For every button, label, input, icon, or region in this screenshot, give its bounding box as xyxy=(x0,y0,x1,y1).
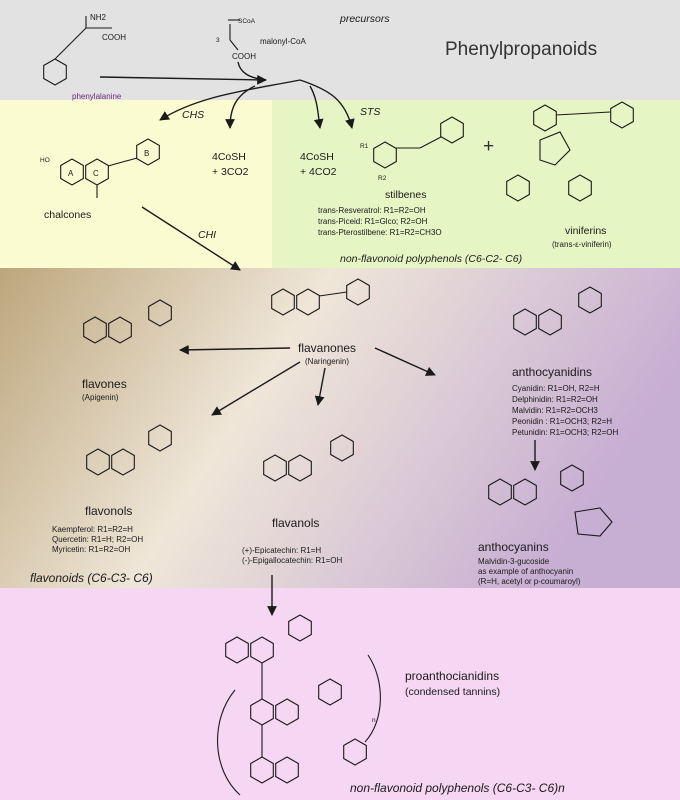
precursors-label: precursors xyxy=(340,13,390,25)
sts-enzyme: STS xyxy=(360,106,381,118)
flavanones-subtitle: (Naringenin) xyxy=(305,357,350,366)
anthocyanins-label: anthocyanins xyxy=(478,540,549,554)
ring-b-label: B xyxy=(144,149,150,158)
chs-byproduct-2: + 3CO2 xyxy=(212,166,249,178)
proanthocyanidins-label: proanthocianidins xyxy=(405,669,500,683)
chs-byproduct-1: 4CoSH xyxy=(212,151,246,163)
scoa-label: SCoA xyxy=(238,18,255,25)
chs-enzyme: CHS xyxy=(182,109,205,121)
flavonol-example-3: Myricetin: R1=R2=OH xyxy=(52,545,131,554)
phe-cooh-label: COOH xyxy=(102,33,126,42)
stilbene-example-1: trans-Resveratrol: R1=R2=OH xyxy=(318,206,426,215)
flavanol-example-2: (-)-Epigallocatechin: R1=OH xyxy=(242,556,343,565)
tannin-band xyxy=(0,588,680,800)
anthocyanidin-example-5: Petunidin: R1=OCH3; R2=OH xyxy=(512,428,619,437)
flavones-label: flavones xyxy=(82,377,127,391)
sts-byproduct-1: 4CoSH xyxy=(300,151,334,163)
flavonol-example-2: Quercetin: R1=H; R2=OH xyxy=(52,535,144,544)
anthocyanidins-label: anthocyanidins xyxy=(512,365,593,379)
stilbene-example-2: trans-Piceid: R1=Glco; R2=OH xyxy=(318,217,428,226)
flavanols-label: flavanols xyxy=(272,516,320,530)
stilbene-example-3: trans-Pterostilbene: R1=R2=CH3O xyxy=(318,228,442,237)
condensed-tannins-label: (condensed tannins) xyxy=(405,686,501,698)
anthocyanin-note-2: as example of anthocyanin xyxy=(478,567,574,576)
sts-byproduct-2: + 4CO2 xyxy=(300,166,337,178)
stilbenes-label: stilbenes xyxy=(385,189,427,201)
nh2-label: NH2 xyxy=(90,13,107,22)
diagram-title: Phenylpropanoids xyxy=(445,39,598,60)
viniferins-label: viniferins xyxy=(565,225,607,237)
flavanol-example-1: (+)-Epicatechin: R1=H xyxy=(242,546,322,555)
chalcone-ho-label: HO xyxy=(40,157,50,164)
chi-enzyme: CHI xyxy=(198,229,217,241)
ring-c-label: C xyxy=(93,169,99,178)
stilbene-r2: R2 xyxy=(378,175,387,182)
anthocyanidin-example-1: Cyanidin: R1=OH, R2=H xyxy=(512,384,600,393)
anthocyanidin-example-3: Malvidin: R1=R2=OCH3 xyxy=(512,406,598,415)
anthocyanin-note-1: Malvidin-3-gucoside xyxy=(478,557,550,566)
plus-sign: + xyxy=(483,136,495,157)
phenylalanine-label: phenylalanine xyxy=(72,92,122,101)
malonyl-count: 3 xyxy=(216,37,220,44)
flavonol-example-1: Kaempferol: R1=R2=H xyxy=(52,525,133,534)
anthocyanidin-example-4: Peonidin : R1=OCH3; R2=H xyxy=(512,417,613,426)
anthocyanidin-example-2: Delphinidin: R1=R2=OH xyxy=(512,395,598,404)
flavonols-label: flavonols xyxy=(85,504,133,518)
stilbene-band xyxy=(272,100,680,268)
stilbene-r1: R1 xyxy=(360,143,369,150)
flavanones-label: flavanones xyxy=(298,341,357,355)
chalcone-band xyxy=(0,100,272,268)
ring-a-label: A xyxy=(68,169,74,178)
chalcones-label: chalcones xyxy=(44,209,92,221)
viniferin-subtitle: (trans-ε-viniferin) xyxy=(552,240,612,249)
stilbene-class-label: non-flavonoid polyphenols (C6-C2- C6) xyxy=(340,253,523,265)
anthocyanin-note-3: (R=H, acetyl or p-coumaroyl) xyxy=(478,577,581,586)
tannin-n-subscript: n xyxy=(372,717,376,724)
tannin-class-label: non-flavonoid polyphenols (C6-C3- C6)n xyxy=(350,781,565,795)
flavonoid-class-label: flavonoids (C6-C3- C6) xyxy=(30,571,153,585)
malonyl-label: malonyl-CoA xyxy=(260,37,306,46)
malonyl-cooh-label: COOH xyxy=(232,52,256,61)
flavones-subtitle: (Apigenin) xyxy=(82,393,119,402)
